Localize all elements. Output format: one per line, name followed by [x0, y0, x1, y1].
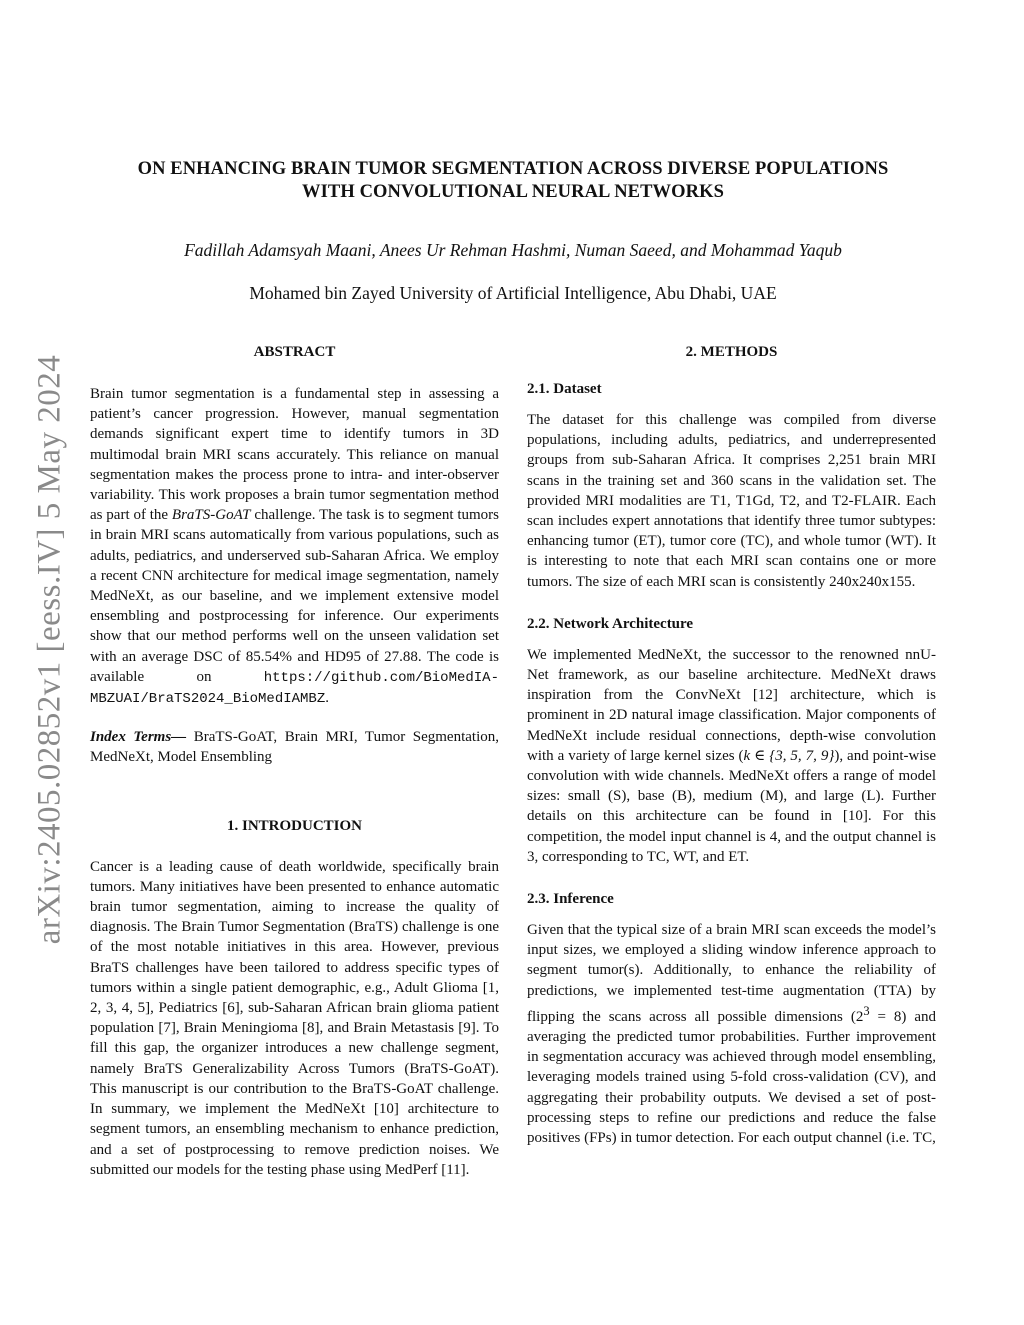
- inference-text: [527, 920, 936, 1148]
- title-block: [90, 158, 936, 304]
- left-column: [90, 344, 499, 1180]
- abstract-text: [90, 384, 499, 709]
- right-column: [527, 344, 936, 1148]
- network-architecture-heading: 2.2. Network Architecture: [527, 615, 694, 632]
- challenge-name: BraTS-GoAT: [171, 507, 251, 524]
- kernel-set-formula: k ∈ {3, 5, 7, 9}: [743, 747, 835, 764]
- index-terms-label: Index Terms—: [90, 729, 187, 746]
- paper-title-line1: ON ENHANCING BRAIN TUMOR SEGMENTATION ACROSS DIVERSE POPULATIONS: [137, 159, 889, 179]
- arxiv-stamp-text: arXiv:2405.02852v1 [eess.IV] 5 May 2024: [31, 354, 68, 945]
- author-list: Fadillah Adamsyah Maani, Anees Ur Rehman Hashmi, Numan Saeed, and Mohammad Yaqub: [184, 240, 842, 260]
- paper-title-line2: WITH CONVOLUTIONAL NEURAL NETWORKS: [302, 182, 724, 202]
- inference-text-part2: ) and averaging the predicted tumor probabilities. Further improvement in segmentation accuracy was achieved through model ensembling, leveraging models trained using 5-fold cross-validation (CV), and aggregating their probability outputs. We devised a set of post-processing steps to refine our predictions and reduce the false positives (FPs) in tumor detection. For each output channel (i.e. TC,: [527, 1008, 936, 1147]
- inference-text-part1: Given that the typical size of a brain MRI scan exceeds the model’s input sizes, we employed a sliding window inference approach to segment tumor(s). Additionally, to enhance the reliability of predictions, we implemented test-time augmentation (TTA) by flipping the scans across all possible dimensions (: [527, 922, 936, 1025]
- network-text-part2: ), and point-wise convolution with wide channels. MedNeXt offers a range of model sizes: small (S), base (B), medium (M), and large (L). Further details on this architecture can be found in [10]. For this competition, the model input channel is 4, and the output channel is 3, corresponding to TC, WT, and ET.: [527, 747, 936, 865]
- arxiv-identifier-stamp: [30, 352, 70, 947]
- tta-equality: = 8: [869, 1008, 902, 1025]
- dataset-heading: 2.1. Dataset: [527, 381, 602, 397]
- introduction-text: Cancer is a leading cause of death worldwide, specifically brain tumors. Many initiatives have been presented to enhance automatic brain tumor segmentation, aiming to increase the quality of diagnosis. The Brain Tumor Segmentation (BraTS) challenge is one of the most notable initiatives in this area. However, previous BraTS challenges have been tailored to address specific types of tumors within a single patient demographic, e.g., Adult Glioma [1, 2, 3, 4, 5], Pediatrics [6], sub-Saharan African brain glioma patient population [7], Brain Meningioma [8], and Brain Metastasis [9]. To fill this gap, the organizer introduces a new challenge segment, namely BraTS Generalizability Across Tumors (BraTS-GoAT). This manuscript is our contribution to the BraTS-GoAT challenge. In summary, we implement the MedNeXt [10] architecture to segment tumors, an ensembling mechanism to enhance prediction, and a set of postprocessing to remove prediction noises. We submitted our models for the testing phase using MedPerf [11].: [90, 858, 499, 1178]
- methods-heading: 2. METHODS: [685, 344, 778, 360]
- abstract-text-part1: Brain tumor segmentation is a fundamental step in assessing a patient’s cancer progression. However, manual segmentation demands significant expert time to identify tumors in 3D multimodal brain MRI scans accurately. This reliance on manual segmentation makes the process prone to intra- and inter-observer variability. This work proposes a brain tumor segmentation method as part of the: [90, 386, 499, 524]
- abstract-text-part2: challenge. The task is to segment tumors in brain MRI scans automatically from various populations, such as adults, pediatrics, and underserved sub-Saharan Africa. We employ a recent CNN architecture for medical image segmentation, namely MedNeXt, as our baseline, and we implement extensive model ensembling and postprocessing for inference. Our experiments show that our method performs well on the unseen validation set with an average DSC of 85.54% and HD95 of 27.88. The code is available on: [90, 507, 499, 685]
- paper-title: [90, 158, 936, 204]
- network-text-part1: We implemented MedNeXt, the successor to the renowned nnU-Net framework, as our baseline architecture. MedNeXt draws inspiration from the ConvNeXt [12] architecture, which is prominent in 2D natural image classification. Major components of MedNeXt include residual connections, depth-wise convolution with a variety of large kernel sizes (: [527, 646, 936, 764]
- tta-formula: [855, 1003, 902, 1025]
- dataset-text: The dataset for this challenge was compiled from diverse populations, including adults, pediatrics, and underrepresented groups from sub-Saharan Africa. It comprises 2,251 brain MRI scans in the training set and 360 scans in the validation set. The provided MRI modalities are T1, T1Gd, T2, and T2-FLAIR. Each scan includes expert annotations that identify three tumor subtypes: enhancing tumor (ET), tumor core (TC), and whole tumor (WT). It is interesting to note that each MRI scan contains one or more tumors. The size of each MRI scan is consistently 240x240x155.: [527, 412, 936, 590]
- tta-base: 2: [855, 1008, 864, 1025]
- inference-heading: 2.3. Inference: [527, 891, 614, 908]
- index-terms-text: BraTS-GoAT, Brain MRI, Tumor Segmentation, MedNeXt, Model Ensembling: [90, 729, 500, 766]
- network-architecture-text: [527, 645, 936, 867]
- introduction-heading: 1. INTRODUCTION: [226, 817, 362, 834]
- abstract-text-end: .: [325, 690, 329, 707]
- code-link[interactable]: https://github.com/BioMedIA-MBZUAI/BraTS2024_BioMedIAMBZ: [90, 669, 499, 708]
- index-terms: [90, 727, 499, 767]
- tta-exponent: 3: [863, 1003, 870, 1018]
- affiliation: Mohamed bin Zayed University of Artificial Intelligence, Abu Dhabi, UAE: [249, 283, 777, 303]
- abstract-heading: ABSTRACT: [253, 344, 336, 360]
